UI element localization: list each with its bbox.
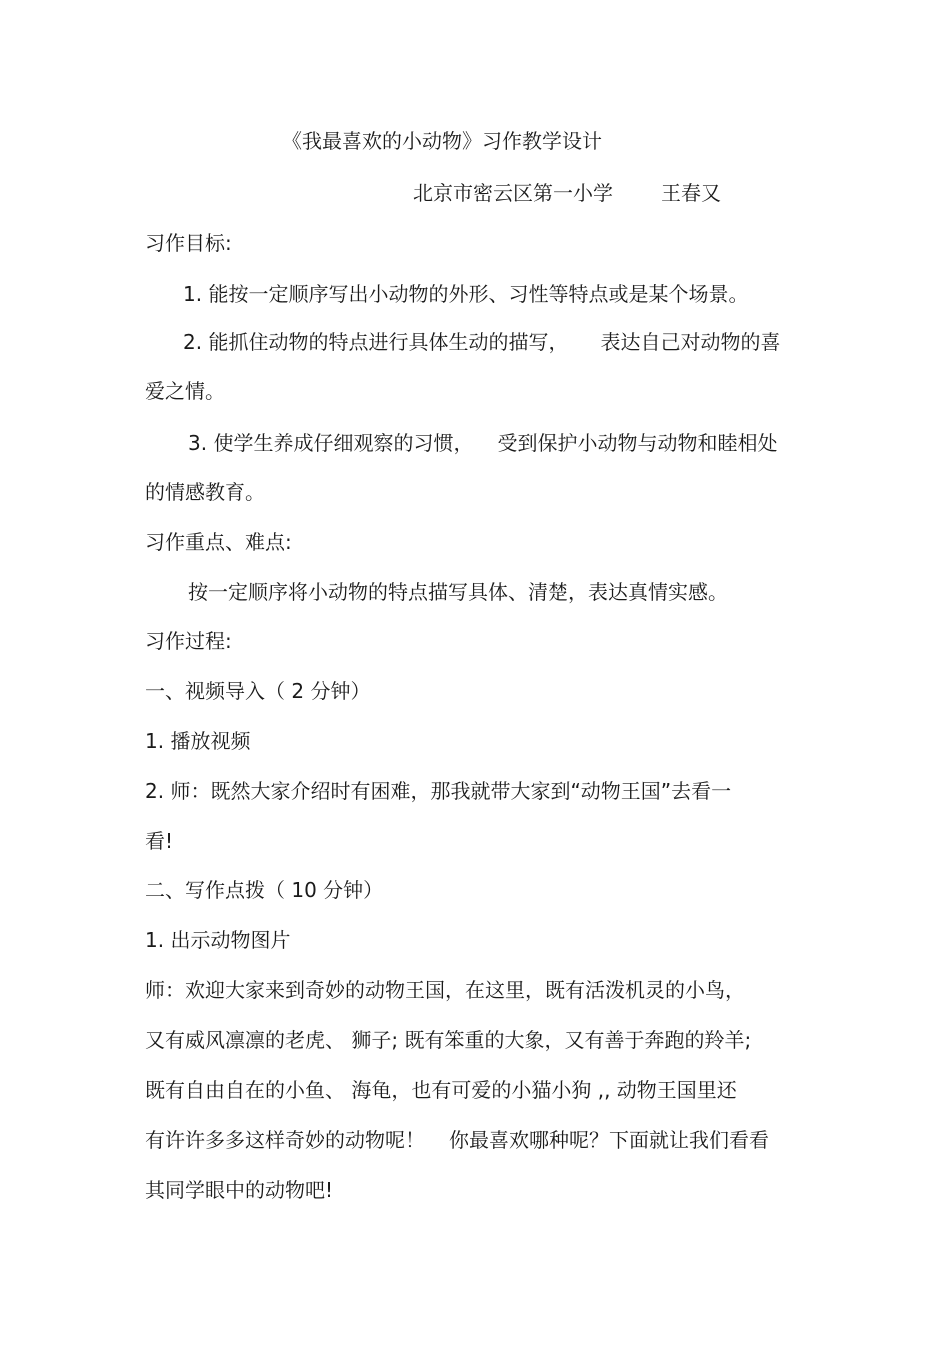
section-2-heading: 二、写作点拨（ 10 分钟） (145, 878, 384, 902)
keypoints-heading: 习作重点、难点: (145, 530, 292, 554)
section-1-item-1: 1. 播放视频 (145, 729, 251, 753)
objective-3-line-1 (188, 430, 777, 456)
section-2-item-1: 1. 出示动物图片 (145, 928, 291, 952)
paragraph-line-1: 师：欢迎大家来到奇妙的动物王国，在这里，既有活泼机灵的小鸟， (145, 978, 745, 1002)
objective-2-part-b: 表达自己对动物的喜 (600, 330, 781, 354)
objectives-heading: 习作目标: (145, 231, 232, 255)
paragraph-line-3: 既有自由自在的小鱼、 海龟，也有可爱的小猫小狗 ,, 动物王国里还 (145, 1078, 737, 1102)
paragraph-line-4-part-a: 有许许多多这样奇妙的动物呢！ (145, 1128, 425, 1152)
objective-2-line-2: 爱之情。 (145, 379, 225, 403)
paragraph-line-2: 又有威风凛凛的老虎、 狮子; 既有笨重的大象，又有善于奔跑的羚羊; (145, 1028, 752, 1052)
paragraph-line-4-part-b: 你最喜欢哪种呢？下面就让我们看看 (449, 1128, 769, 1152)
objective-2-line-1 (183, 329, 780, 355)
keypoints-text: 按一定顺序将小动物的特点描写具体、清楚，表达真情实感。 (188, 580, 728, 604)
paragraph-line-4 (145, 1127, 769, 1153)
document-title: 《我最喜欢的小动物》习作教学设计 (282, 129, 602, 153)
process-heading: 习作过程: (145, 629, 232, 653)
paragraph-line-5: 其同学眼中的动物吧! (145, 1178, 334, 1202)
section-1-item-2-line-2: 看! (145, 829, 174, 853)
objective-1: 1. 能按一定顺序写出小动物的外形、习性等特点或是某个场景。 (183, 282, 749, 306)
author-line (413, 180, 721, 206)
section-1-heading: 一、视频导入（ 2 分钟） (145, 679, 371, 703)
objective-3-part-a: 3. 使学生养成仔细观察的习惯， (188, 431, 474, 455)
objective-3-line-2: 的情感教育。 (145, 480, 265, 504)
objective-3-part-b: 受到保护小动物与动物和睦相处 (497, 431, 778, 455)
author-name: 王春又 (661, 181, 721, 205)
section-1-item-2-line-1: 2. 师：既然大家介绍时有困难，那我就带大家到“动物王国”去看一 (145, 779, 732, 803)
author-school: 北京市密云区第一小学 (413, 181, 613, 205)
objective-2-part-a: 2. 能抓住动物的特点进行具体生动的描写， (183, 330, 569, 354)
